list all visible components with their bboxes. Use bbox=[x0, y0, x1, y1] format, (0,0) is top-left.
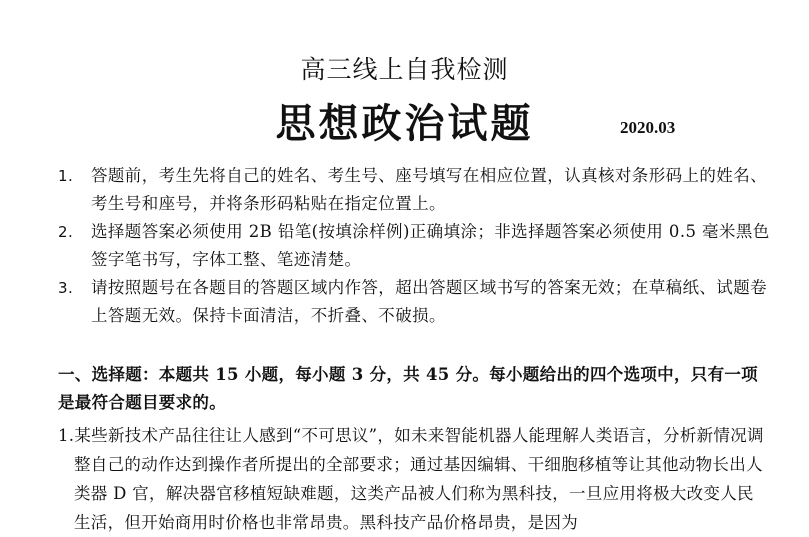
notice-text: 选择题答案必须使用 2B 铅笔(按填涂样例)正确填涂；非选择题答案必须使用 0.5 毫米黑色签字笔书写，字体工整、笔迹清楚。 bbox=[91, 222, 770, 269]
notice-number: 2. bbox=[58, 223, 74, 241]
notice-item-3 bbox=[58, 274, 770, 330]
notice-number: 3. bbox=[58, 279, 74, 297]
exam-date: 2020.03 bbox=[620, 118, 676, 137]
exam-title: 思想政治试题 bbox=[275, 100, 534, 147]
exam-subtitle: 高三线上自我检测 bbox=[300, 55, 509, 84]
notice-text: 请按照题号在各题目的答题区域内作答，超出答题区域书写的答案无效；在草稿纸、试题卷上答题无效。保持卡面清洁，不折叠、不破损。 bbox=[91, 278, 767, 325]
notice-item-1 bbox=[58, 162, 770, 218]
section-heading: 一、选择题：本题共 15 小题，每小题 3 分，共 45 分。每小题给出的四个选项中，只有一项是最符合题目要求的。 bbox=[58, 365, 758, 412]
question-1-text: 1.某些新技术产品往往让人感到“不可思议”，如未来智能机器人能理解人类语言，分析新情况调整自己的动作达到操作者所提出的全部要求；通过基因编辑、干细胞移植等让其他动物长出人类器 D 官，解决器官移植短缺难题，这类产品被人们称为黑科技，一旦应用将极大改变人民生活，但开始商用时价格也非常昂贵。黑科技产品价格昂贵，是因为 bbox=[58, 426, 764, 532]
notice-item-2 bbox=[58, 218, 770, 274]
notice-number: 1. bbox=[58, 167, 74, 185]
notice-text: 答题前，考生先将自己的姓名、考生号、座号填写在相应位置，认真核对条形码上的姓名、考生号和座号，并将条形码粘贴在指定位置上。 bbox=[91, 166, 767, 213]
question-1 bbox=[58, 421, 770, 537]
